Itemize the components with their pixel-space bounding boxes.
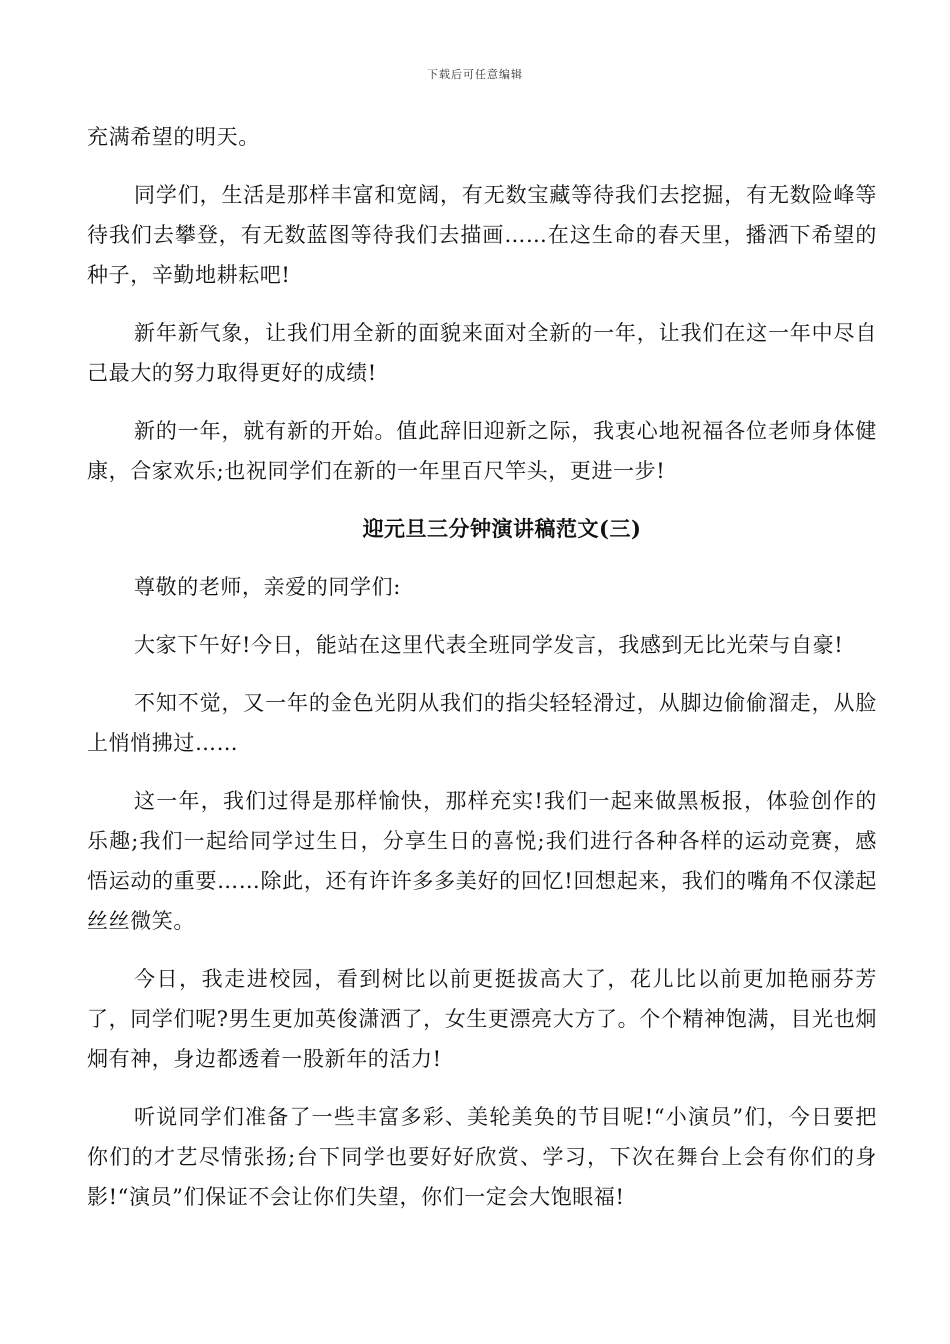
- paragraph: 大家下午好!今日，能站在这里代表全班同学发言，我感到无比光荣与自豪!: [134, 633, 844, 657]
- section-title: 迎元旦三分钟演讲稿范文(三): [362, 516, 642, 541]
- paragraph: 听说同学们准备了一些丰富多彩、美轮美奂的节目呢!“小演员”们，今日要把你们的才艺尽情张扬;台下同学也要好好欣赏、学习，下次在舞台上会有你们的身影!“演员”们保证不会让你们失望，你们一定会大饱眼福!: [87, 1105, 877, 1209]
- paragraph-salutation: 尊敬的老师，亲爱的同学们:: [134, 575, 401, 599]
- paragraph: 新的一年，就有新的开始。值此辞旧迎新之际，我衷心地祝福各位老师身体健康，合家欢乐;也祝同学们在新的一年里百尺竿头，更进一步!: [87, 419, 877, 483]
- paragraph: 今日，我走进校园，看到树比以前更挺拔高大了，花儿比以前更加艳丽芬芳了，同学们呢?男生更加英俊潇洒了，女生更漂亮大方了。个个精神饱满，目光也炯炯有神，身边都透着一股新年的活力!: [87, 967, 877, 1071]
- document-body: [87, 117, 877, 1235]
- paragraph-continuation: 充满希望的明天。: [87, 125, 260, 149]
- paragraph: 新年新气象，让我们用全新的面貌来面对全新的一年，让我们在这一年中尽自己最大的努力取得更好的成绩!: [87, 321, 877, 385]
- paragraph: 这一年，我们过得是那样愉快，那样充实!我们一起来做黑板报，体验创作的乐趣;我们一起给同学过生日，分享生日的喜悦;我们进行各种各样的运动竞赛，感悟运动的重要……除此，还有许许多多美好的回忆!回想起来，我们的嘴角不仅漾起丝丝微笑。: [87, 789, 877, 933]
- page-header-note: 下载后可任意编辑: [427, 68, 523, 81]
- paragraph: 不知不觉，又一年的金色光阴从我们的指尖轻轻滑过，从脚边偷偷溜走，从脸上悄悄拂过……: [87, 691, 877, 755]
- paragraph: 同学们，生活是那样丰富和宽阔，有无数宝藏等待我们去挖掘，有无数险峰等待我们去攀登，有无数蓝图等待我们去描画……在这生命的春天里，播洒下希望的种子，辛勤地耕耘吧!: [87, 183, 877, 287]
